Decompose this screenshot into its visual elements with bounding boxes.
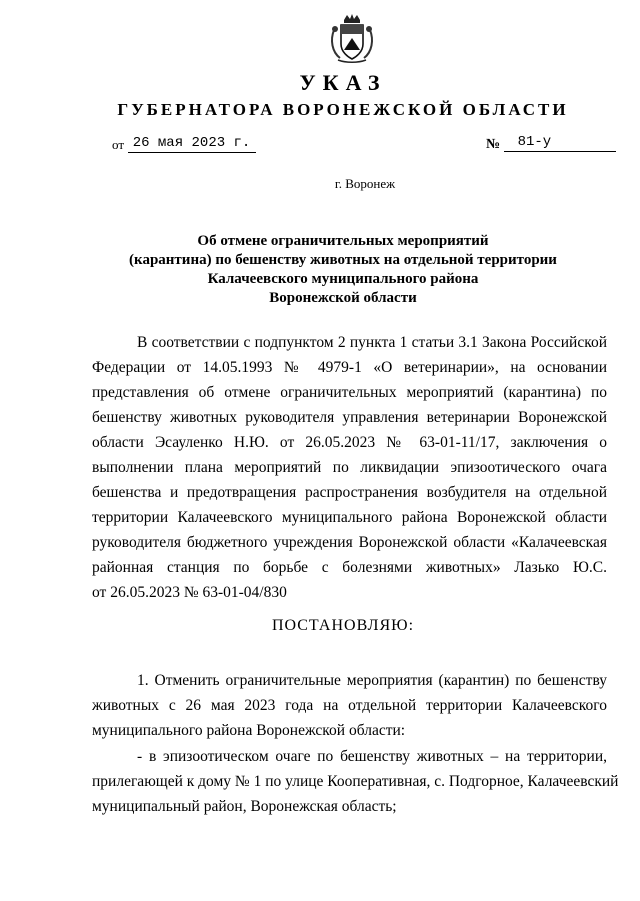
paragraph-line: Федерации от 14.05.1993 № 4979-1 «О ветеринарии», на основании xyxy=(92,359,607,376)
number-prefix: № xyxy=(486,137,501,152)
paragraph-line: бешенству животных руководителя управления ветеринарии Воронежской xyxy=(92,409,607,426)
paragraph-line: 1. Отменить ограничительные мероприятия (карантин) по бешенству xyxy=(137,672,607,689)
paragraph-line: прилегающей к дому № 1 по улице Кооперативная, с. Подгорное, Калачеевский xyxy=(92,773,619,790)
heading-line: Об отмене ограничительных мероприятий xyxy=(197,233,489,249)
number-value: 81-у xyxy=(504,134,616,152)
preamble-paragraph xyxy=(92,330,607,605)
heading-line: Калачеевского муниципального района xyxy=(207,271,479,287)
paragraph-line: представления об отмене ограничительных мероприятий (карантина) по xyxy=(92,384,607,401)
paragraph-line: муниципальный район, Воронежская область; xyxy=(92,798,397,815)
paragraph-line: - в эпизоотическом очаге по бешенству животных – на территории, xyxy=(137,748,607,765)
paragraph-line: В соответствии с подпунктом 2 пункта 1 статьи 3.1 Закона Российской xyxy=(137,334,607,351)
paragraph-line: от 26.05.2023 № 63-01-04/830 xyxy=(92,584,287,601)
paragraph-line: выполнении плана мероприятий по ликвидации эпизоотического очага xyxy=(92,459,607,476)
heading-line: (карантина) по бешенству животных на отдельной территории xyxy=(129,252,557,268)
city-label: г. Воронеж xyxy=(334,176,396,191)
paragraph-line: животных с 26 мая 2023 года на отдельной территории Калачеевского xyxy=(92,697,607,714)
paragraph-line: районная станция по борьбе с болезнями животных» Лазько Ю.С. xyxy=(92,559,607,576)
heading-line: Воронежской области xyxy=(269,290,417,306)
item-1-paragraph xyxy=(92,668,607,743)
decree-word: ПОСТАНОВЛЯЮ: xyxy=(271,617,415,634)
document-subtitle: ГУБЕРНАТОРА ВОРОНЕЖСКОЙ ОБЛАСТИ xyxy=(117,100,569,119)
paragraph-line: области Эсауленко Н.Ю. от 26.05.2023 № 63-01-11/17, заключения о xyxy=(92,434,607,451)
document-number xyxy=(486,134,616,152)
paragraph-line: муниципального района Воронежской области: xyxy=(92,722,406,739)
paragraph-line: территории Калачеевского муниципального района Воронежской области xyxy=(92,509,607,526)
document-title: УКАЗ xyxy=(299,70,387,95)
date-value: 26 мая 2023 г. xyxy=(128,135,256,153)
date-prefix: от xyxy=(112,137,125,152)
paragraph-line: бешенства и предотвращения распространения возбудителя на отдельной xyxy=(92,484,607,501)
voronezh-coat-of-arms-icon xyxy=(326,12,378,64)
document-heading xyxy=(0,232,640,308)
item-1-subitem-paragraph xyxy=(92,744,619,819)
paragraph-line: руководителя бюджетного учреждения Воронежской области «Калачеевская xyxy=(92,534,607,551)
document-date xyxy=(112,134,256,153)
